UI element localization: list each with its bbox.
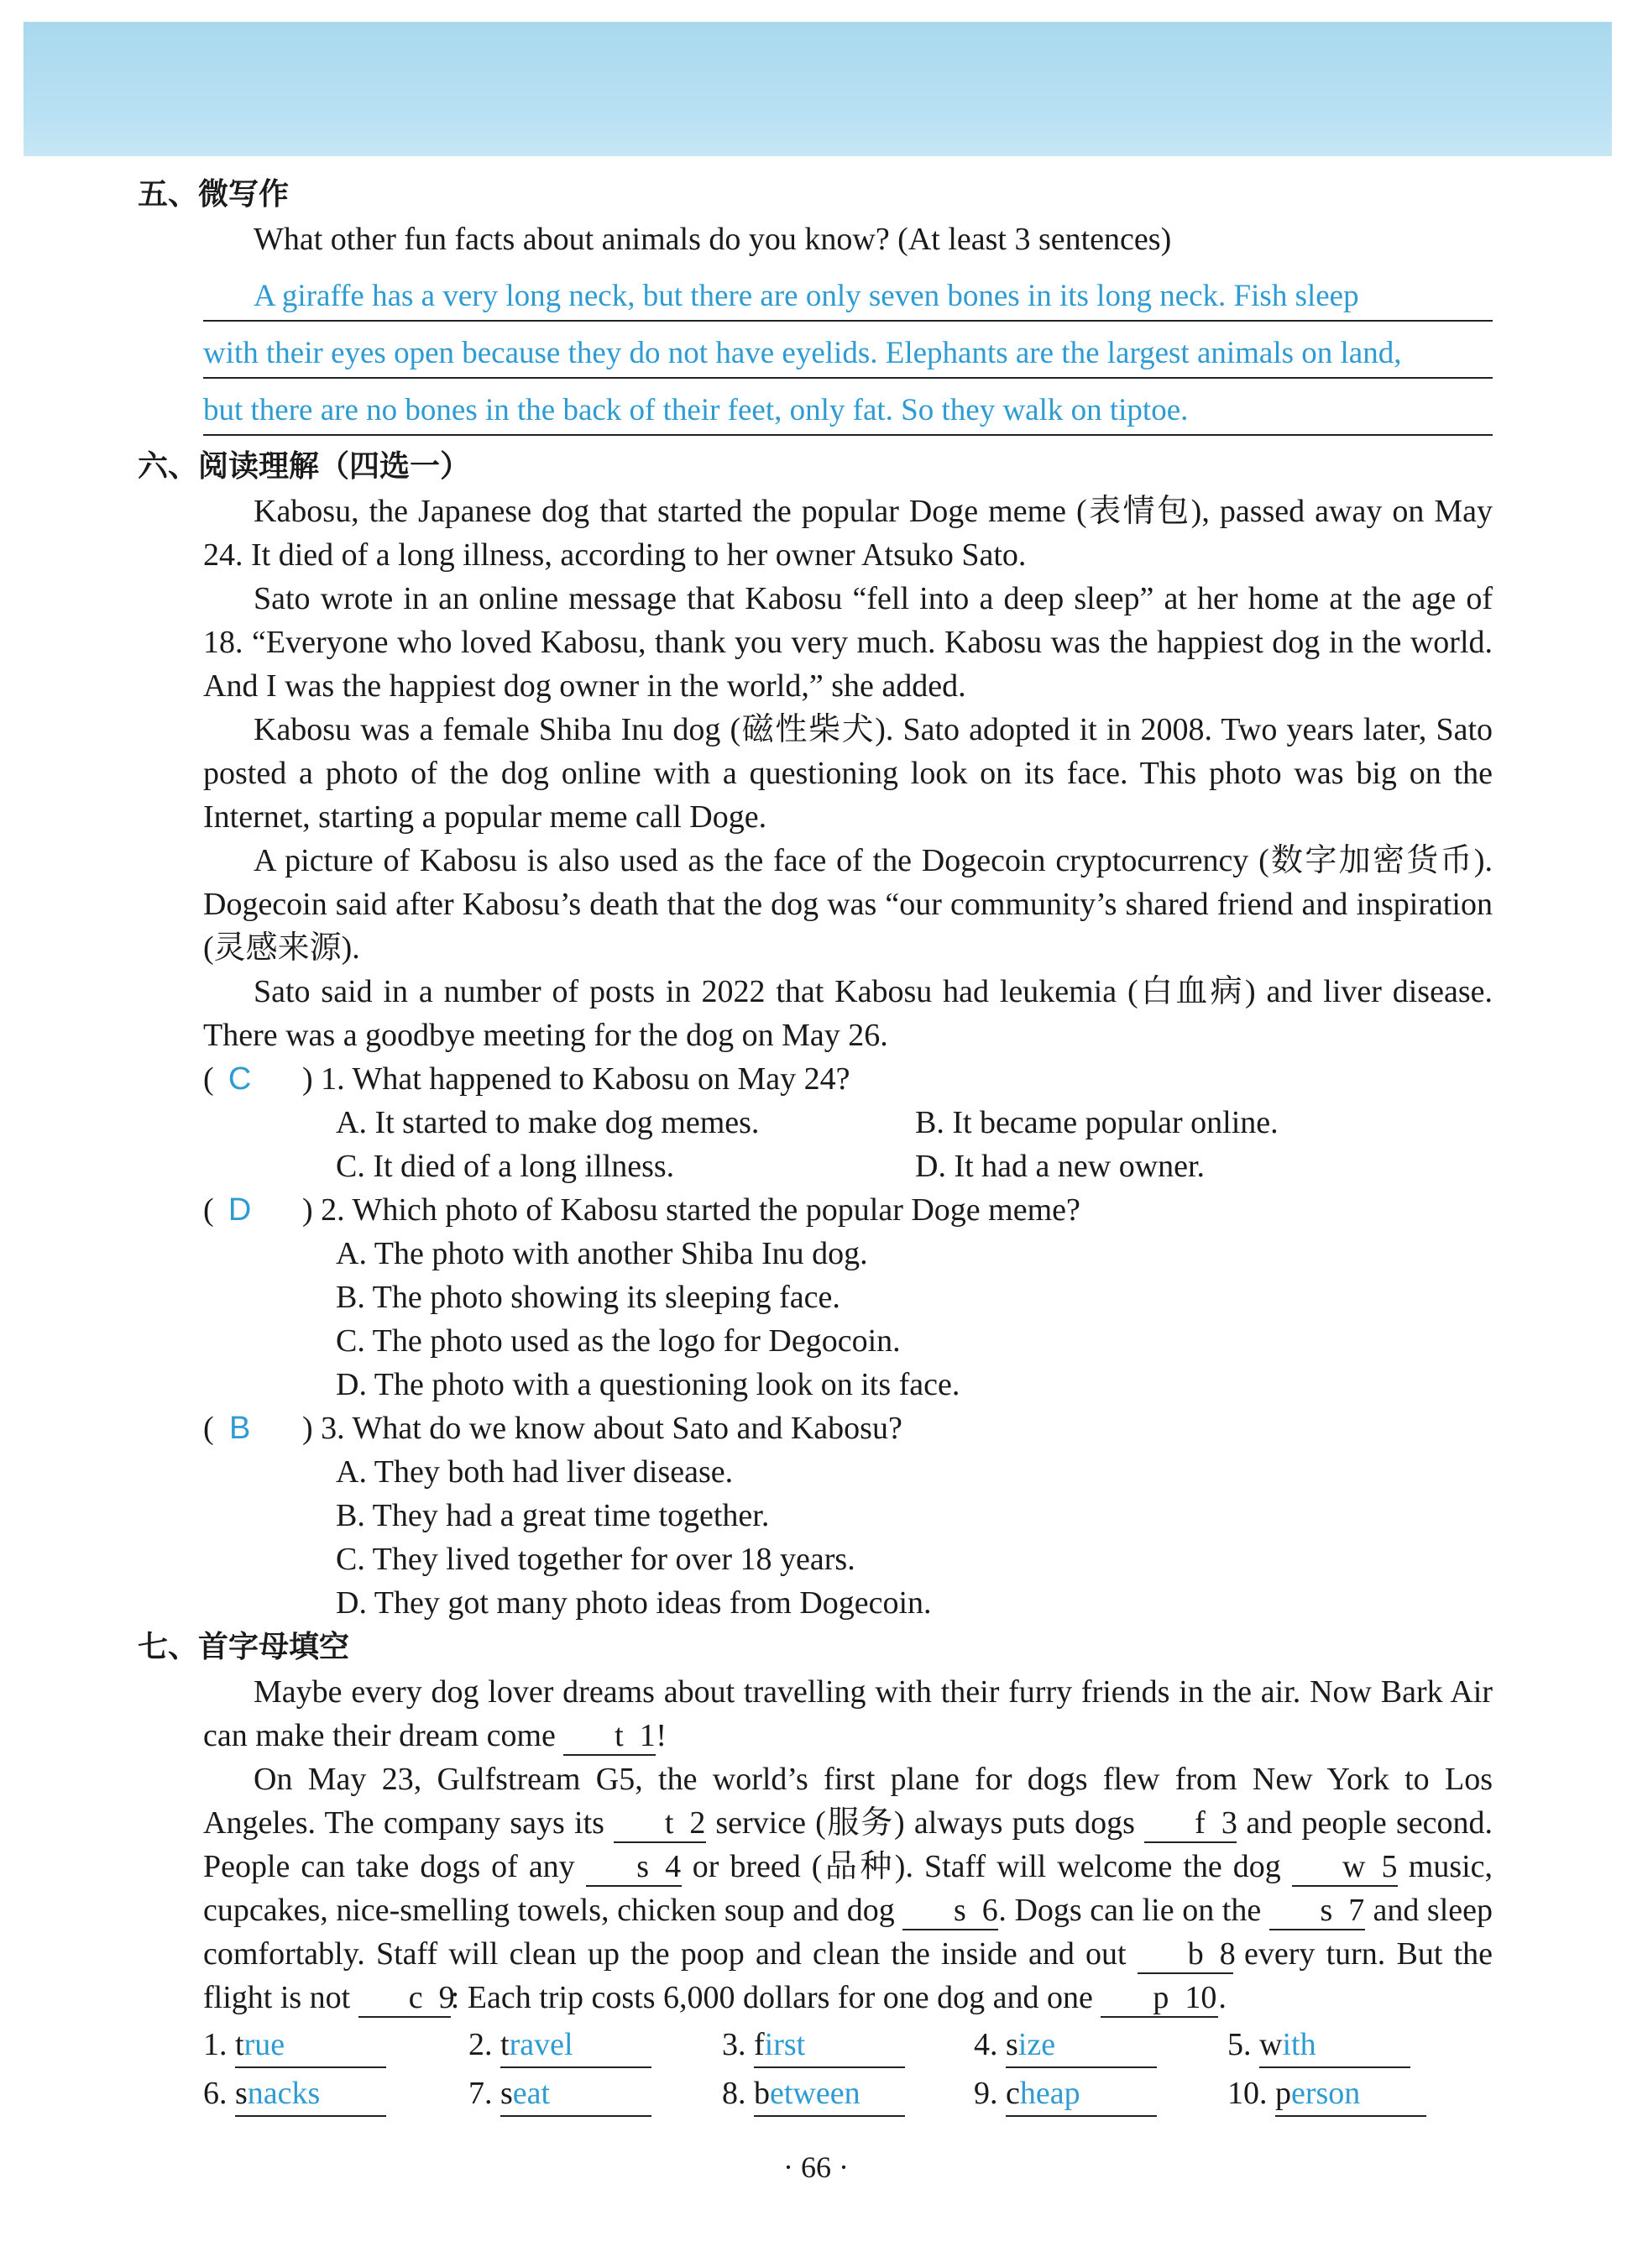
answer-number: 2. (468, 2027, 493, 2062)
section5-prompt: What other fun facts about animals do you know? (At least 3 sentences) (254, 222, 1172, 257)
text: music, cupcakes, nice-smelling towels, chicken soup and dog (203, 1849, 1493, 1928)
answer-line: but there are no bones in the back of their feet, only fat. So they walk on tiptoe. (203, 379, 1493, 436)
writing-answer (203, 265, 1493, 436)
answer-number: 10. (1227, 2076, 1268, 2111)
given-letter: s (1006, 2027, 1018, 2062)
blank-2[interactable] (614, 1804, 706, 1843)
answer-item (468, 2023, 722, 2068)
given-letter: w (1259, 2027, 1283, 2062)
given-letter: c (1006, 2076, 1020, 2111)
answer-number: 1. (203, 2027, 228, 2062)
section6-title: 六、阅读理解（四选一） (138, 449, 471, 484)
answer-item (203, 2023, 468, 2068)
question-text: ) 2. Which photo of Kabosu started the popular Doge meme? (302, 1192, 1080, 1228)
text: and sleep comfortably. Staff will clean up the poop and clean the inside and out (203, 1893, 1493, 1972)
question-text: ) 3. What do we know about Sato and Kabosu? (302, 1411, 902, 1446)
answer-field[interactable] (235, 2023, 386, 2068)
blank-letter: s (953, 1893, 966, 1928)
blank-3[interactable] (1144, 1804, 1237, 1843)
filled-text: etween (770, 2076, 860, 2111)
blank-number: 1 (639, 1718, 656, 1753)
blank-number: 7 (1348, 1893, 1365, 1928)
option: C. They lived together for over 18 years. (336, 1542, 855, 1577)
text: every turn. But the flight is not (203, 1936, 1493, 2015)
given-letter: t (235, 2027, 244, 2062)
answer-field[interactable] (500, 2072, 651, 2117)
blank-number: 2 (689, 1805, 706, 1841)
blank-5[interactable] (1292, 1848, 1398, 1887)
answer-number: 8. (722, 2076, 746, 2111)
option: A. It started to make dog memes. (336, 1105, 760, 1140)
answer-field[interactable] (1275, 2072, 1426, 2117)
answer-field[interactable] (235, 2072, 386, 2117)
answer-choice[interactable]: B (228, 1411, 251, 1446)
filled-text: ravel (509, 2027, 573, 2062)
option: C. It died of a long illness. (336, 1149, 675, 1184)
blank-7[interactable] (1269, 1892, 1365, 1930)
text: and people second. People can take dogs of any (203, 1805, 1493, 1884)
answer-paren: ( B (203, 1406, 302, 1450)
blank-number: 4 (665, 1849, 682, 1884)
cloze-paragraph-1 (203, 1670, 1493, 1757)
blank-letter: p (1153, 1980, 1169, 2015)
blank-1[interactable] (563, 1717, 656, 1756)
answer-number: 9. (974, 2076, 998, 2111)
given-letter: f (754, 2027, 765, 2062)
blank-letter: c (408, 1980, 423, 2015)
page-content (138, 172, 1493, 2117)
given-letter: s (500, 2076, 513, 2111)
answer-field[interactable] (1006, 2023, 1157, 2068)
given-letter: p (1275, 2076, 1291, 2111)
filled-text: erson (1291, 2076, 1361, 2111)
section7-title: 七、首字母填空 (138, 1630, 350, 1664)
blank-6[interactable] (902, 1892, 998, 1930)
option: D. The photo with a questioning look on its face. (336, 1367, 960, 1402)
blank-4[interactable] (586, 1848, 682, 1887)
blank-number: 6 (981, 1893, 998, 1928)
cloze-answers (203, 2023, 1493, 2117)
blank-letter: b (1187, 1936, 1204, 1972)
answer-item (974, 2072, 1227, 2117)
blank-9[interactable] (358, 1979, 455, 2018)
option: A. They both had liver disease. (336, 1454, 734, 1490)
answer-item (722, 2023, 974, 2068)
answer-field[interactable] (754, 2072, 905, 2117)
blank-number: 3 (1221, 1805, 1237, 1841)
blank-letter: t (664, 1805, 674, 1841)
option: A. The photo with another Shiba Inu dog. (336, 1236, 868, 1271)
answer-item (974, 2023, 1227, 2068)
answer-paren: ( C (203, 1057, 302, 1101)
answer-item (468, 2072, 722, 2117)
filled-text: ize (1017, 2027, 1056, 2062)
answer-number: 3. (722, 2027, 746, 2062)
reading-paragraph: Sato said in a number of posts in 2022 that Kabosu had leukemia (白血病) and liver disease. There was a goodbye meeting for the dog on May 26. (203, 974, 1493, 1053)
cloze-paragraph-2 (203, 1757, 1493, 2019)
given-letter: t (500, 2027, 510, 2062)
text: Maybe every dog lover dreams about travelling with their furry friends in the air. Now Bark Air can make their dream come (203, 1674, 1493, 1753)
text: . Dogs can lie on the (998, 1893, 1262, 1928)
answer-field[interactable] (754, 2023, 905, 2068)
option: D. It had a new owner. (915, 1149, 1206, 1184)
blank-10[interactable] (1101, 1979, 1218, 2018)
answer-field[interactable] (500, 2023, 651, 2068)
given-letter: b (754, 2076, 770, 2111)
filled-text: rue (243, 2027, 285, 2062)
reading-paragraph: Sato wrote in an online message that Kabosu “fell into a deep sleep” at her home at the age of 18. “Everyone who loved Kabosu, thank you very much. Kabosu was the happiest dog in the world. And I was the happiest dog owner in the world,” she added. (203, 581, 1493, 704)
answer-paren: ( D (203, 1188, 302, 1232)
text: ! (656, 1718, 667, 1753)
answer-number: 5. (1227, 2027, 1252, 2062)
page-number: · 66 · (783, 2150, 849, 2184)
answer-item (722, 2072, 974, 2117)
text: or breed (品种). Staff will welcome the dog (692, 1849, 1281, 1884)
blank-letter: f (1195, 1805, 1206, 1841)
reading-paragraph: Kabosu, the Japanese dog that started the popular Doge meme (表情包), passed away on May 24. It died of a long illness, according to her owner Atsuko Sato. (203, 494, 1493, 573)
answer-number: 6. (203, 2076, 228, 2111)
blank-8[interactable] (1138, 1935, 1236, 1974)
blank-letter: w (1342, 1849, 1366, 1884)
reading-paragraph: Kabosu was a female Shiba Inu dog (磁性柴犬). Sato adopted it in 2008. Two years later, Sato posted a photo of the dog online with a questioning look on its face. This photo was big on the Internet, starting a popular meme call Doge. (203, 712, 1493, 835)
option: B. It became popular online. (915, 1105, 1279, 1140)
text: . (1218, 1980, 1227, 2015)
option: B. They had a great time together. (336, 1498, 770, 1533)
header-band (24, 22, 1612, 156)
answer-number: 7. (468, 2076, 493, 2111)
option: C. The photo used as the logo for Degocoin. (336, 1323, 901, 1359)
reading-paragraph: A picture of Kabosu is also used as the face of the Dogecoin cryptocurrency (数字加密货币). Dogecoin said after Kabosu’s death that the dog was “our community’s shared friend and inspiration (灵感来源). (203, 843, 1493, 966)
answer-choice[interactable]: C (228, 1061, 252, 1097)
blank-number: 5 (1381, 1849, 1398, 1884)
question-1 (203, 1057, 1493, 1101)
answer-field[interactable] (1006, 2072, 1157, 2117)
section5-title: 五、微写作 (138, 177, 290, 212)
blank-letter: s (636, 1849, 650, 1884)
blank-number: 9 (438, 1980, 455, 2015)
question-3 (203, 1406, 1493, 1450)
filled-text: eat (512, 2076, 551, 2111)
question-2 (203, 1188, 1493, 1232)
question-1-options (336, 1101, 1493, 1188)
filled-text: irst (764, 2027, 806, 2062)
filled-text: heap (1019, 2076, 1080, 2111)
answer-item (1227, 2072, 1462, 2117)
question-text: ) 1. What happened to Kabosu on May 24? (302, 1061, 850, 1097)
option: D. They got many photo ideas from Dogecoin. (336, 1585, 932, 1621)
text: service (服务) always puts dogs (715, 1805, 1135, 1841)
filled-text: ith (1282, 2027, 1316, 2062)
answer-line: with their eyes open because they do not have eyelids. Elephants are the largest animals on land, (203, 322, 1493, 379)
answer-choice[interactable]: D (228, 1192, 252, 1228)
answer-line: A giraffe has a very long neck, but there are only seven bones in its long neck. Fish sleep (203, 265, 1493, 322)
filled-text: nacks (247, 2076, 321, 2111)
option: B. The photo showing its sleeping face. (336, 1280, 840, 1315)
answer-field[interactable] (1259, 2023, 1410, 2068)
answer-item (203, 2072, 468, 2117)
answer-number: 4. (974, 2027, 998, 2062)
blank-letter: s (1320, 1893, 1333, 1928)
blank-letter: t (615, 1718, 624, 1753)
blank-number: 8 (1219, 1936, 1236, 1972)
given-letter: s (235, 2076, 248, 2111)
text: On May 23, Gulfstream G5, the world’s first plane for dogs flew from New York to Los Angeles. The company says its (203, 1762, 1493, 1841)
answer-item (1227, 2023, 1462, 2068)
text: : Each trip costs 6,000 dollars for one dog and one (450, 1980, 1093, 2015)
blank-number: 10 (1185, 1980, 1217, 2015)
